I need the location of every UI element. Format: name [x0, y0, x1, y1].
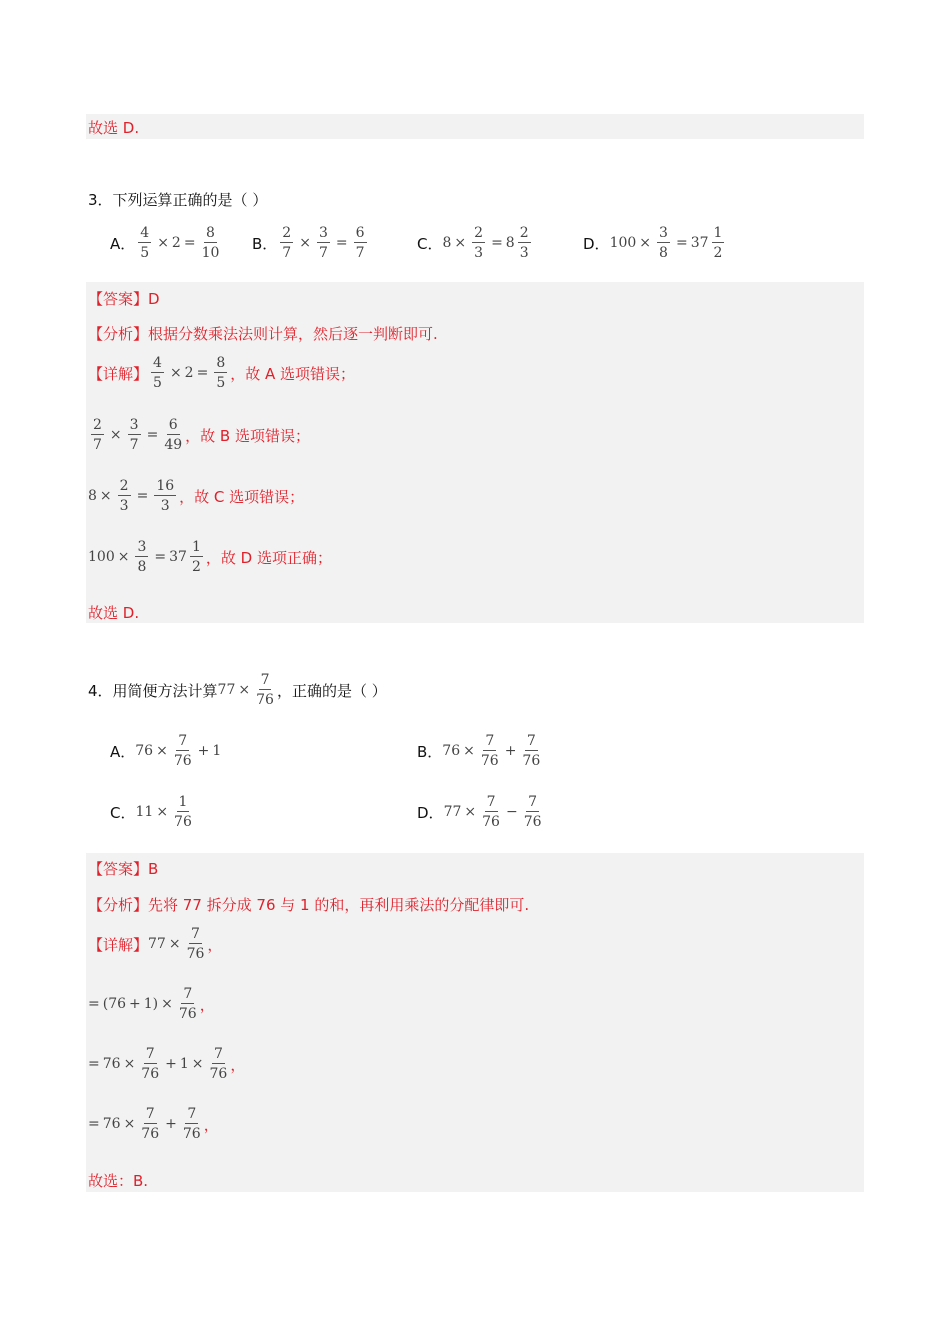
math-expression: 77 × $\frac{7}{76}$ [217, 672, 274, 708]
answer-tag: 【答案】 [88, 290, 149, 308]
math-expression: 8 × $\frac{2}{3}$ = 8 $\frac{2}{3}$ [442, 225, 529, 261]
q4-solution-box [86, 853, 864, 1192]
q4-answer [88, 858, 158, 879]
q4-conclusion: 故选：B. [88, 1172, 149, 1190]
option-label: B． [417, 742, 443, 761]
detail-text: ， [199, 995, 215, 1014]
detail-text: ，故 C 选项错误； [179, 487, 305, 506]
q3-option-a [110, 226, 222, 260]
math-expression: = (76 + 1) × $\frac{7}{76}$ [88, 986, 197, 1022]
stem-text: ，正确的是（ ） [276, 681, 387, 700]
answer-value: D [148, 290, 160, 308]
q4-detail-line-2 [88, 987, 215, 1021]
option-label: A． [110, 234, 136, 253]
q3-detail-line-4 [88, 540, 332, 574]
q4-option-c [110, 795, 195, 829]
math-expression: $\frac{2}{7}$ × $\frac{3}{7}$ = $\frac{6}{49}$ [93, 417, 183, 453]
q3-answer [88, 288, 160, 309]
q3-option-d [583, 226, 727, 260]
detail-text: ， [230, 1055, 246, 1074]
q4-option-a [110, 734, 221, 768]
math-expression: 100 × $\frac{3}{8}$ = 37 $\frac{1}{2}$ [609, 225, 723, 261]
math-expression: 8 × $\frac{2}{3}$ = $\frac{16}{3}$ [88, 478, 175, 514]
detail-text: ， [207, 935, 223, 954]
math-expression: 77 × $\frac{7}{76}$ [148, 926, 205, 962]
detail-text: ， [203, 1115, 219, 1134]
math-expression: 77 × $\frac{7}{76}$ − $\frac{7}{76}$ [443, 794, 542, 830]
analysis-text: 根据分数乘法法则计算，然后逐一判断即可. [148, 325, 438, 343]
math-expression: = 76 × $\frac{7}{76}$ + $\frac{7}{76}$ [88, 1106, 201, 1142]
answer-value: B [148, 860, 159, 878]
prev-conclusion: 故选 D. [88, 119, 140, 137]
math-expression: = 76 × $\frac{7}{76}$ + 1 × $\frac{7}{76}$ [88, 1046, 228, 1082]
detail-tag: 【详解】 [88, 364, 149, 383]
stem-text: 4．用简便方法计算 [88, 681, 218, 700]
q4-stem [88, 673, 387, 707]
math-expression: 11 × $\frac{1}{76}$ [135, 794, 192, 830]
option-label: C． [110, 803, 136, 822]
math-expression: $\frac{4}{5}$ × 2 = $\frac{8}{10}$ [140, 225, 220, 261]
detail-text: ，故 D 选项正确； [205, 548, 332, 567]
q3-detail-line-1 [88, 356, 355, 390]
q4-option-d [417, 795, 545, 829]
analysis-text: 先将 77 拆分成 76 与 1 的和，再利用乘法的分配律即可. [148, 896, 530, 914]
q3-option-b [252, 226, 370, 260]
math-expression: $\frac{4}{5}$ × 2 = $\frac{8}{5}$ [153, 355, 226, 391]
q3-option-c [417, 226, 534, 260]
q4-detail-line-3 [88, 1047, 245, 1081]
math-expression: $\frac{2}{7}$ × $\frac{3}{7}$ = $\frac{6}{7}$ [282, 225, 365, 261]
answer-tag: 【答案】 [88, 860, 149, 878]
prev-solution-box [86, 114, 864, 139]
q3-detail-line-2 [88, 418, 310, 452]
q3-analysis [88, 323, 438, 344]
q3-stem: 3．下列运算正确的是（ ） [88, 191, 268, 209]
q3-detail-line-3 [88, 479, 304, 513]
math-expression: 76 × $\frac{7}{76}$ + 1 [135, 733, 222, 769]
detail-tag: 【详解】 [88, 935, 149, 954]
q4-option-b [417, 734, 543, 768]
analysis-tag: 【分析】 [88, 325, 149, 343]
math-expression: 76 × $\frac{7}{76}$ + $\frac{7}{76}$ [442, 733, 541, 769]
q4-detail-line-1 [88, 927, 222, 961]
detail-text: ，故 A 选项错误； [230, 364, 356, 383]
option-label: B． [252, 234, 278, 253]
q4-analysis [88, 894, 529, 915]
analysis-tag: 【分析】 [88, 896, 149, 914]
option-label: C． [417, 234, 443, 253]
q3-conclusion: 故选 D. [88, 604, 140, 622]
option-label: D． [417, 803, 444, 822]
math-expression: 100 × $\frac{3}{8}$ = 37 $\frac{1}{2}$ [88, 539, 201, 575]
option-label: A． [110, 742, 136, 761]
q4-detail-line-4 [88, 1107, 219, 1141]
option-label: D． [583, 234, 610, 253]
detail-text: ，故 B 选项错误； [185, 426, 310, 445]
